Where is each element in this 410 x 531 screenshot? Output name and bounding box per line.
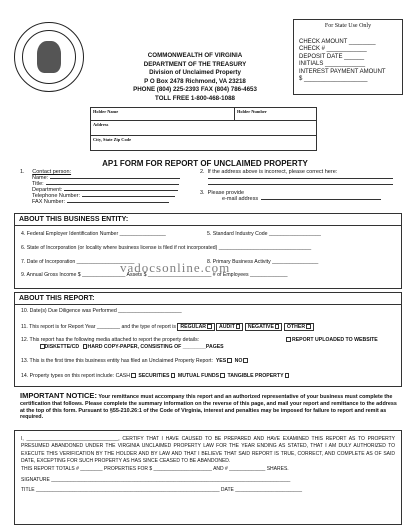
no-box[interactable]: [243, 358, 248, 363]
incorporation-date-item[interactable]: 7. Date of Incorporation ____________________: [21, 259, 135, 265]
title-field[interactable]: [46, 184, 179, 185]
incorporation-state-item[interactable]: 6. State of Incorporation (or locality where business license is filed if not incorporated) ________________________________: [21, 245, 312, 251]
state-use-box: [293, 19, 403, 95]
header-line-6: TOLL FREE 1-800-468-1088: [155, 94, 235, 102]
negative-box[interactable]: [275, 324, 280, 329]
telephone-field[interactable]: [82, 196, 175, 197]
virginia-seal-icon: [14, 22, 84, 92]
certification-box: [14, 430, 402, 525]
report-divider: [15, 304, 401, 305]
yes-label: YES: [215, 358, 227, 364]
form-title: AP1 FORM FOR REPORT OF UNCLAIMED PROPERTY: [102, 159, 308, 168]
business-header: ABOUT THIS BUSINESS ENTITY:: [19, 216, 129, 223]
city-label: City, State Zip Code: [93, 137, 132, 142]
check-amount-field[interactable]: CHECK AMOUNT ________: [299, 38, 376, 45]
other-label: OTHER: [286, 324, 306, 330]
email-field[interactable]: [261, 199, 381, 200]
address-label: Address: [93, 122, 109, 127]
notice-lead: IMPORTANT NOTICE:: [20, 391, 97, 400]
holder-name-label: Holder Name: [93, 109, 119, 114]
address-correction-line-2[interactable]: [208, 184, 393, 185]
notice-text: Your remittance must accompany this report and an authorized representative of your business must complete the certification that follows. Please complete the summary information on the reverse of this page, and mail your report and remittance to the address at the top of this form. Pursuant to §55-210.26:1 of the Code of Virginia, interest and penalties may be imposed for failure to report and remit as required.: [20, 394, 397, 421]
address-correction: [200, 169, 393, 202]
item-1-num: 1.: [20, 169, 25, 175]
cash-box[interactable]: [131, 373, 136, 378]
negative-checkbox[interactable]: [245, 323, 283, 331]
business-divider: [15, 225, 401, 226]
contact-person-label: Contact person:: [32, 169, 72, 175]
item-3-num: 3.: [200, 190, 205, 197]
address-cell[interactable]: [91, 121, 316, 136]
other-checkbox[interactable]: [284, 323, 314, 331]
regular-label: REGULAR: [180, 324, 207, 330]
gross-income-item[interactable]: 9. Annual Gross Income $ _______________ Assets $ ______________________ # of Employees _____________: [21, 272, 288, 278]
first-time-label: 13. This is the first time this business entity has filed an Unclaimed Property Report:: [21, 358, 213, 364]
due-diligence-item[interactable]: 10. Date(s) Due Diligence was Performed ______________________: [21, 308, 182, 314]
header-line-5: PHONE (804) 225-2393 FAX (804) 786-4653: [133, 86, 257, 93]
item-2-num: 2.: [200, 169, 205, 175]
watermark: vadocsonline.com: [120, 260, 231, 275]
negative-label: NEGATIVE: [247, 324, 274, 330]
business-activity-item[interactable]: 8. Primary Business Activity ________________: [207, 259, 319, 265]
regular-box[interactable]: [207, 324, 212, 329]
name-label: Name:: [32, 175, 49, 182]
media-item: 12. This report has the following media attached to report the property details:: [21, 337, 200, 343]
email-label-2: e-mail address: [222, 196, 259, 203]
hardcopy-label: HARD COPY-PAPER, CONSISTING OF ________PAGES: [87, 344, 224, 350]
media-options: [39, 344, 224, 350]
report-type-item: [21, 323, 314, 331]
state-use-title: For State Use Only: [324, 23, 372, 29]
certification-text: I, _________________________________, CERTIFY THAT I HAVE CAUSED TO BE PREPARED AND HAVE EXAMINED THIS REPORT AS TO PROPERTY PRESUMED ABANDONED UNDER THE VIRGINIA UNCLAIMED PROPERTY LAW FOR THE YEAR ENDING AS STATED, THAT I AM DULY AUTHORIZED TO EXECUTE THIS VERIFICATION BY THE HOLDER AND BY LAW AND THAT I BELIEVE THAT SAID REPORT IS TRUE, CORRECT, AND COMPLETE AS OF SAID DATE, EXCEPTING FOR SUCH PROPERTY AS HAS SINCE CEASED TO BE ABANDONED.: [21, 436, 395, 465]
title-label: Title:: [32, 181, 44, 188]
diskette-label: DISKETTE/CD: [44, 344, 80, 350]
tangible-box[interactable]: [285, 373, 290, 378]
fax-label: FAX Number:: [32, 199, 66, 206]
header-line-4: P O Box 2478 Richmond, VA 23218: [144, 77, 246, 85]
signature-line[interactable]: SIGNATURE ______________________________________________________________________________________: [21, 477, 291, 484]
regular-checkbox[interactable]: [177, 323, 214, 331]
sic-item[interactable]: 5. Standard Industry Code __________________: [207, 231, 321, 237]
address-correction-line-1[interactable]: [208, 178, 393, 179]
first-time-item: [21, 358, 248, 364]
header-line-3: Division of Unclaimed Property: [149, 69, 241, 76]
holder-divider: [234, 108, 235, 121]
email-label-1: Please provide: [207, 190, 245, 197]
securities-box[interactable]: [171, 373, 176, 378]
department-field[interactable]: [64, 190, 178, 191]
report-header: ABOUT THIS REPORT:: [19, 295, 95, 302]
business-entity-box: [14, 213, 402, 289]
initials-field[interactable]: INITIALS ____________: [299, 61, 366, 67]
telephone-label: Telephone Number:: [32, 193, 81, 200]
yes-box[interactable]: [227, 358, 232, 363]
deposit-date-field[interactable]: DEPOSIT DATE ______: [299, 53, 365, 60]
audit-label: AUDIT: [219, 324, 235, 330]
property-types-item: [21, 373, 289, 379]
audit-box[interactable]: [236, 324, 241, 329]
holder-table: [90, 107, 317, 151]
uploaded-label: REPORT UPLOADED TO WEBSITE: [291, 337, 378, 343]
contact-section: [20, 169, 180, 206]
report-box: [14, 292, 402, 387]
report-year-label: 11. This report is for Report Year ________ and the type of report is: [21, 324, 176, 330]
mutual-funds-box[interactable]: [220, 373, 225, 378]
check-number-field[interactable]: CHECK # ____________: [299, 46, 367, 52]
name-field[interactable]: [50, 178, 180, 179]
agency-header: [95, 52, 295, 103]
cash-label: 14. Property types on this report include: CASH: [21, 373, 130, 379]
no-label: NO: [234, 358, 243, 364]
city-cell[interactable]: [91, 136, 316, 151]
totals-line[interactable]: THIS REPORT TOTALS # ________ PROPERTIES FOR $ _____________________ AND # _____________ SHARES.: [21, 465, 289, 472]
holder-number-label: Holder Number: [237, 109, 267, 114]
mutual-funds-label: MUTUAL FUNDS: [177, 373, 220, 379]
department-label: Department:: [32, 187, 63, 194]
title-date-line[interactable]: TITLE __________________________________________________________________ DATE ________________________: [21, 487, 303, 494]
other-box[interactable]: [306, 324, 311, 329]
header-line-2: DEPARTMENT OF THE TREASURY: [143, 60, 247, 68]
audit-checkbox[interactable]: [216, 323, 243, 331]
tangible-label: TANGIBLE PROPERTY: [227, 373, 284, 379]
uploaded-box[interactable]: [286, 337, 291, 342]
securities-label: SECURITIES: [138, 373, 170, 379]
uploaded-option: [285, 337, 378, 343]
fein-item[interactable]: 4. Federal Employer Identification Number ________________: [21, 231, 166, 237]
interest-payment-field[interactable]: $ ___________________: [299, 76, 368, 82]
interest-payment-label: INTEREST PAYMENT AMOUNT: [299, 68, 386, 75]
important-notice: [20, 393, 400, 421]
holder-name-cell[interactable]: [91, 108, 316, 121]
address-correction-label: If the address above is incorrect, please correct here:: [207, 169, 338, 175]
fax-field[interactable]: [67, 202, 169, 203]
header-line-1: COMMONWEALTH OF VIRGINIA: [147, 52, 243, 59]
